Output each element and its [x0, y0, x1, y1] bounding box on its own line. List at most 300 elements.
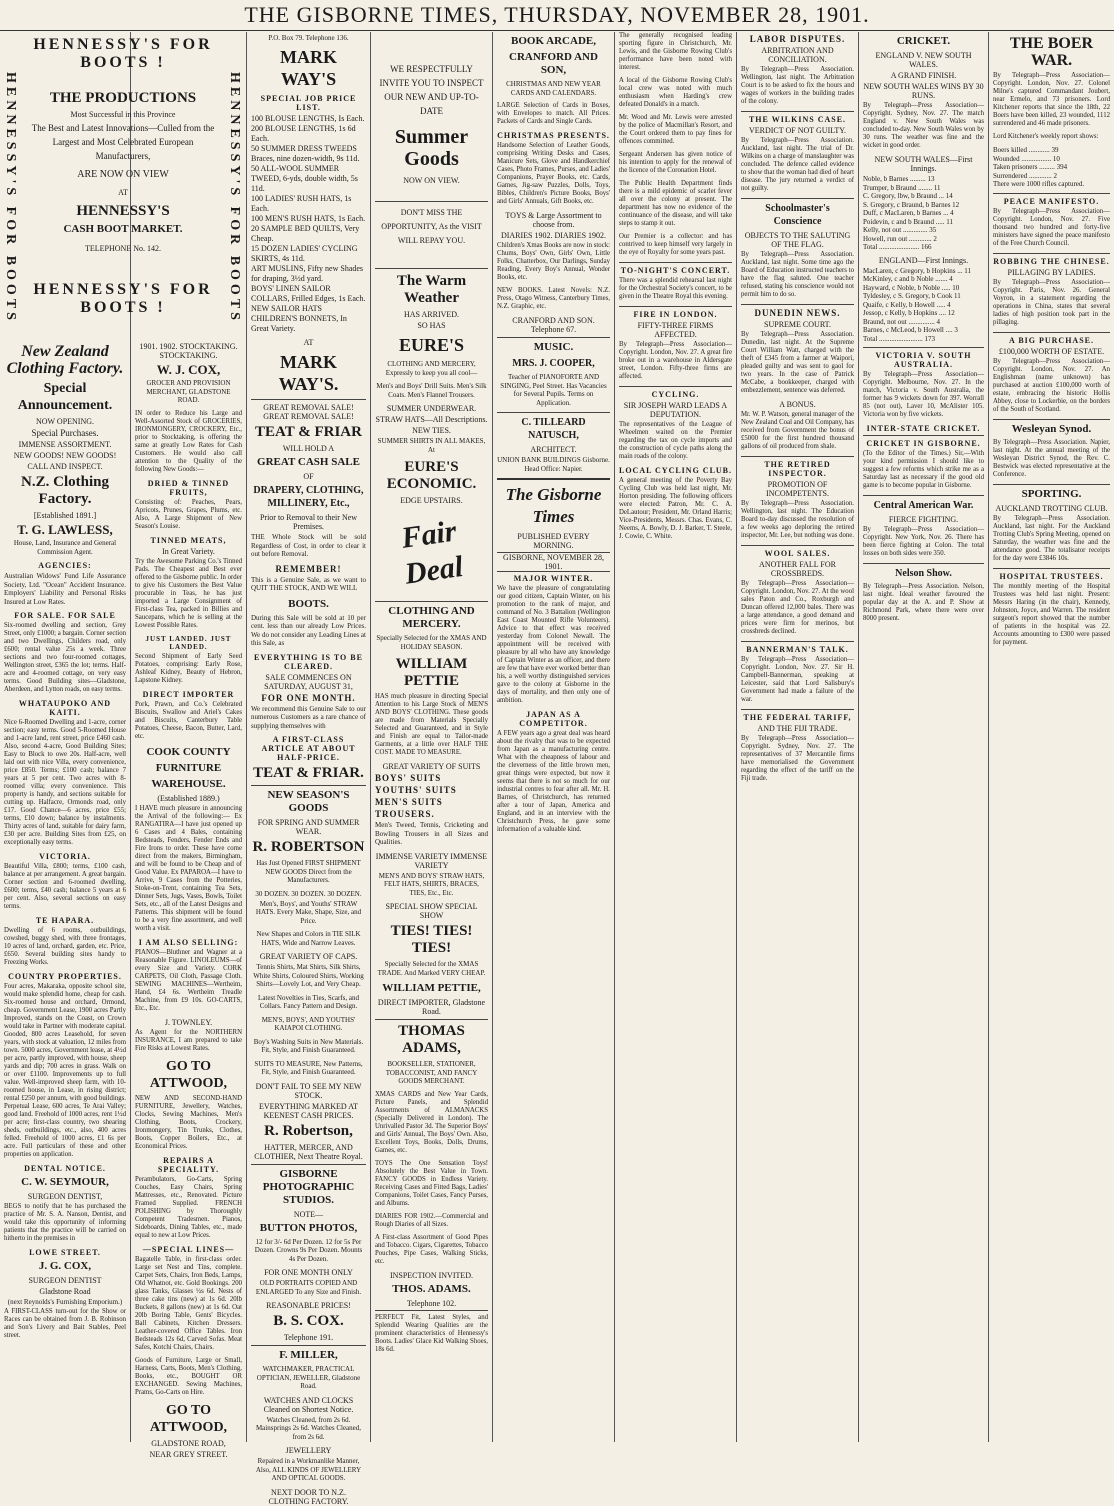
- kitchener-report: Lord Kitchener's weekly report shows:: [993, 133, 1099, 140]
- markway-list-item: NEW SAILOR HATS: [251, 304, 322, 313]
- local-cycling: LOCAL CYCLING CLUB.: [619, 466, 733, 475]
- trousers-text: Men's Tweed, Tennis, Cricketing and Bowling Trousers in all Sizes and Qualities.: [375, 821, 488, 846]
- robertson-name: R. ROBERTSON: [252, 839, 365, 855]
- score-line: Tyldesley, c S. Gregory, b Cook 11: [863, 292, 961, 300]
- school-text: By Telegraph—Press Association. Auckland, last night. Some time ago the Board of Education instructed teachers to have the flag saluted. One teacher refused, stating his conscience would not permit him to do so.: [741, 251, 854, 298]
- old-portraits: OLD PORTRAITS COPIED AND ENLARGED To any Size and Finish.: [255, 1279, 362, 1296]
- special-lines: —SPECIAL LINES—: [142, 1244, 235, 1254]
- column-1: [0, 340, 130, 1440]
- local-item-5: The Public Health Department finds there is a mild epidemic of scarlet fever all over the colony at present. The department has now no evidence of the continuance of the disease, and will take steps to stamp it out.: [619, 180, 732, 227]
- purchase-text: By Telegraph—Press Association—Copyright. London, Nov. 27. An Englishman (name unknown) has purchased at auction £100,000 worth of estate, embracing the historic Hollis Abbey, close to Lockerbie, on the borders of the South of Scotland.: [993, 357, 1110, 413]
- central-american-war: Central American War.: [863, 495, 984, 512]
- score-line: Total ....................... 166: [863, 243, 932, 251]
- cranford-telephone: CRANFORD AND SON. Telephone 67.: [512, 316, 595, 334]
- hennessy-telephone: TELEPHONE No. 142.: [85, 244, 161, 253]
- one-month: FOR ONE MONTH.: [261, 692, 356, 703]
- kitchener-item: Taken prisoners ......... 394: [993, 163, 1068, 171]
- cash-sale: GREAT CASH SALE: [257, 456, 360, 468]
- established: [Established 1891.]: [33, 511, 97, 520]
- book-arcade: BOOK ARCADE,: [511, 35, 596, 47]
- dont-miss: DON'T MISS THE OPPORTUNITY, As the VISIT WILL REPAY YOU.: [375, 201, 488, 248]
- markway-list-item: 50 ALL-WOOL SUMMER TWEED, 6-yds, double width, 5s 11d.: [251, 164, 358, 193]
- nelson-show: Nelson Show.: [863, 563, 984, 580]
- column-9: [989, 32, 1114, 1442]
- direct-importer: DIRECT IMPORTER: [142, 689, 235, 699]
- xmas-cards: CHRISTMAS AND NEW YEAR CARDS AND CALENDARS.: [506, 80, 601, 97]
- kitchener-item: Wounded ................. 10: [993, 154, 1060, 163]
- wilkins-case: THE WILKINS CASE.: [741, 111, 854, 124]
- tonight-concert: TO-NIGHT'S CONCERT.: [619, 262, 732, 275]
- tie-hats: New Shapes and Colors in TIE SILK HATS, Wide and Narrow Leaves.: [256, 930, 361, 947]
- presents-text: Handsome Selection of Leather Goods, comprising Writing Desks and Cases, Manicure Sets, Glove and Handkerchief Cases, Photo Frames, Purses, and Ladies' Companions, Prayer Books, etc. Cards, Games, Jig-saw Puzzles, Dolls, Toys, Bibles, Children's Picture Books, Boys' and Girls' Annuals, Gift Books, etc.: [497, 142, 610, 205]
- stocktaking: 1901. 1902. STOCKTAKING. STOCKTAKING.: [139, 342, 238, 360]
- removal-sale: GREAT REMOVAL SALE! GREAT REMOVAL SALE!: [251, 399, 366, 421]
- nsw-wins: NEW SOUTH WALES WINS BY 30 RUNS.: [863, 82, 984, 100]
- nz-clothing-title: New Zealand Clothing Factory.: [6, 343, 124, 377]
- supreme-court: SUPREME COURT.: [764, 320, 831, 329]
- score-line: Kelly, not out .............. 35: [863, 226, 937, 234]
- flag-salute: OBJECTS TO THE SALUTING OF THE FLAG.: [744, 231, 851, 249]
- direct-text: Pork, Prawn, and Co.'s Celebrated Biscuits, Swallow and Ariel's Cakes and Biscuits, Canterbury Table Potatoes, Cheese, Bacon, Butter, Lard, etc.: [135, 700, 242, 740]
- kitchener-item: Surrendered ............. 2: [993, 171, 1057, 180]
- william-pettie: WILLIAM PETTIE: [395, 656, 468, 689]
- tennis-shirts: Tennis Shirts, Mat Shirts, Silk Shirts, White Shirts, Coloured Shirts, Working Shirts—Lovely Lot, and Very Cheap.: [253, 963, 364, 988]
- adams-diaries: DIARIES FOR 1902.—Commercial and Rough Diaries of all Sizes.: [375, 1212, 488, 1228]
- japan-text: A FEW years ago a great deal was heard about the rivalry that was to be expected from Japan as a manufacturing centre. What with the cheapness of labour and the cleverness of the little brown men, great things were expected, but now it seems that there is not so much for our industrial centres to fear after all. Mr. H. Barnes, of Christchurch, has returned after a tour of Japan, America and England, and in an interview with the Christchurch Press, he gave some information of a valuable kind.: [497, 730, 610, 833]
- peace-text: By Telegraph—Press Association—Copyright. London, Nov. 27. Five thousand two hundred and forty-five ministers have signed the peace manifesto of the Free Church Council.: [993, 207, 1110, 247]
- wjcox-grocer: GROCER AND PROVISION MERCHANT, GLADSTONE ROAD.: [146, 379, 231, 404]
- peace-manifesto: PEACE MANIFESTO.: [993, 193, 1110, 206]
- sporting: SPORTING.: [993, 484, 1110, 501]
- adams-pipes: A First-class Assortment of Good Pipes and Tobacco. Cigars, Cigarettes, Tobacco Pouches, Pipe Cases, Walking Sticks, etc.: [375, 1233, 488, 1265]
- crossbreds: ANOTHER FALL FOR CROSSBREDS.: [759, 560, 836, 578]
- goods-text: Goods of Furniture, Large or Small, Harness, Carts, Boots, Men's Clothing, Books, etc., BOUGHT OR EXCHANGED. Sewing Machines, Prams, Go-Carts on Hire.: [135, 1356, 242, 1396]
- hospital-text: The monthly meeting of the Hospital Trustees was held last night. Present: Messrs Haring (in the chair), Kennedy, Johnston, Joyce, and Warren. The resident surgeon's report showed that the number of patients in the hospital was 22. Accounts amounting to £300 were passed for payment.: [993, 582, 1110, 646]
- special-lines-text: Bagatelle Table, in first-class order. Large set Nest and Tins, complete. Carpet Sets, Chairs, Iron Beds, Lamps, Old Whatnot, etc. Gold Bookings. 200 glass Tanks, Glasses ½s 6d. Nests of three cake tins (new) at 1s 6d. 20lb Buckets, 8 gallons (new) at 1s 6d. Oat 20lb Boring Table, Gents' Bicycles. Ball Cabinets, Kitchen Dressers. Leather-covered Office Tables. Iron Bedsteads 12s 6d, Carved Sofas. Meat Safes, Kotchi Chairs, Chairs.: [135, 1255, 242, 1351]
- call-inspect: CALL AND INSPECT.: [27, 462, 103, 471]
- central-text: By Telegraph—Press Association—Copyright. New York, Nov. 26. There has been fierce fighting at Colon. The total losses on both sides were 350.: [863, 526, 984, 557]
- immense-variety: IMMENSE VARIETY IMMENSE VARIETY: [375, 851, 488, 870]
- wjcox-text-2: Try the Awesome Parking Co.'s Tinned Pads. The Cheapest and Best ever offered to the Gisborne public. In order to give his Customers the Best Value procurable in Teas, he has just imported a Large Consignment of First-class Tea, packed in Billies and Saucepans, which he is selling at the Lowest Possible Rates.: [135, 557, 242, 629]
- labor-text: By Telegraph—Press Association. Wellington, last night. The Arbitration Court is to be asked to fix the hours and wages of workers in the building trades of the colony.: [741, 66, 854, 105]
- childrens-books: Children's Xmas Books are now in stock: Chums, Boys' Own, Girls' Own, Little Folks, Chatterbox, Our Darlings, Sunday Reading, Every Boy's Annual, Wonder Books, etc.: [497, 242, 610, 281]
- markway-header: P.O. Box 79. Telephone 136.: [268, 34, 349, 42]
- victoria-heading: VICTORIA.: [39, 852, 91, 861]
- local-item-2: A local of the Gisborne Rowing Club's local crew was noted with much enthusiasm when Harding's crew defeated Donald's in a match.: [619, 77, 732, 108]
- nz-clothing-title-2: N.Z. Clothing Factory.: [21, 474, 109, 507]
- attwood-text: NEW AND SECOND-HAND FURNITURE, Jewellery, Watches, Clocks, Sewing Machines, Men's Clothing, Boots, Crockery, Ironmongery, Tin Trunks, Clothes, Boots, Copper Boilers, Etc., at Economical Prices.: [135, 1094, 242, 1150]
- bonus-text: Mr. W. P. Watson, general manager of the New Zealand Coal and Oil Company, has received from Government the bonus of £5000 for the first hundred thousand gallons of oil produced from shale.: [741, 411, 855, 450]
- thomas-adams: THOMAS ADAMS,: [375, 1019, 488, 1057]
- score-line: Duff, c MacLaren, b Barnes ... 4: [863, 209, 954, 217]
- interstate-cricket: INTER-STATE CRICKET.: [866, 424, 981, 433]
- new-goods: NEW GOODS! NEW GOODS!: [13, 451, 117, 460]
- column-3: [247, 32, 370, 1506]
- established-1889: (Established 1889.): [157, 793, 220, 803]
- dental-heading: DENTAL NOTICE.: [24, 1164, 106, 1173]
- insurance-agent: As Agent for the NORTHERN INSURANCE, I am prepared to take Fire Risks at Lowest Rates.: [135, 1028, 242, 1052]
- has-arrived: HAS ARRIVED.: [403, 310, 460, 319]
- markway-title: MARK WAY'S: [280, 47, 337, 89]
- photo-note: NOTE—: [293, 1209, 324, 1219]
- variety-suits: GREAT VARIETY OF SUITS: [382, 762, 481, 771]
- markway-list-item: BOYS' LINEN SAILOR COLLARS, Frilled Edges, 1s Each.: [251, 284, 366, 303]
- large-selection: LARGE Selection of Cards in Boxes, with Envelopes to match. All Prices. Packets of Cards and Single Cards.: [497, 102, 610, 125]
- england-first-innings: ENGLAND—First Innings.: [878, 255, 969, 265]
- kitchener-list: [993, 146, 1110, 189]
- trousers: TROUSERS.: [375, 809, 435, 819]
- dont-fail: DON'T FAIL TO SEE MY NEW STOCK.: [255, 1081, 362, 1100]
- local-item-1: The generally recognised leading sporting figure in Christchurch, Mr. Lewis, and the Gisborne Rowing Club's performance have been noted with interest.: [619, 32, 732, 71]
- whataupoko-text: Nice 6-Roomed Dwelling and 1-acre, corner section; easy terms. Good 5-Roomed House and 1-acre land, rent street, price £460 cash. Also, second 4-acre, Good Building Sites; Easy to Block to owe 20s. Half-acre, well laid out with nice Villa, every convenience, price £850. Terms; £100 cash; balance 7 years at 5 per cent. Two acres with 8-roomed villa; every convenience. This property is handy, and sections suitable for cutting up. Halfacre, Ormonds road, only £17. Good Chance—6 acres, price £55; terms, £10 down; balance by instalments. Thirty acres of land, suitable for dairy farm, £30 per acre. Building Sites from £25, on exceptionally easy terms.: [4, 719, 126, 846]
- architect: ARCHITECT.: [530, 445, 577, 454]
- dried-fruits: DRIED & TINNED FRUITS,: [147, 478, 230, 497]
- will-hold: WILL HOLD A: [282, 444, 335, 453]
- wool-sales: WOOL SALES.: [741, 545, 854, 558]
- wool-text: By Telegraph—Press Association—Copyright. London, Nov. 27. At the wool sales Paton and Co., Roxburgh and Duncan offered 12,000 bales. There was a large attendance, a good demand and prices were firm for merinos, but crossbreds declined.: [741, 580, 854, 635]
- drapery: DRAPERY, CLOTHING, MILLINERY, Etc.,: [253, 485, 364, 509]
- hospital-trustees: HOSPITAL TRUSTEES.: [993, 568, 1110, 581]
- summer-underwear: SUMMER UNDERWEAR.: [386, 404, 477, 413]
- vsa-text: By Telegraph—Press Association—Copyright. Melbourne, Nov. 27. In the match, Victoria v. South Australia, the former has 9 wickets down for 397. Worrall 85 (not out), Laver 10, McAlister 105. Victoria won by five wickets.: [863, 371, 984, 418]
- te-hapara-text: Dwelling of 6 rooms, outbuildings, cowshed, buggy shed, with three frontages, 10 acres of land, orchard, garden, etc. Price, £650. Several building sites handy to Freezing Works.: [4, 927, 126, 966]
- te-hapara-heading: TE HAPARA.: [35, 916, 95, 925]
- robertson-text: Has Just Opened FIRST SHIPMENT NEW GOODS Direct from the Manufacturers.: [256, 859, 361, 884]
- wilkins-text: By Telegraph—Press Association. Auckland, last night. The trial of Dr. Wilkins on a charge of manslaughter was concluded. The defence called evidence to show that the woman had died of heart disease. The jury returned a verdict of not guilty.: [741, 137, 854, 192]
- for-sale-text: Six-roomed dwelling and section, Grey Street, only £1000; a bargain. Corner section and two Dwellings, Childers road, only £600; rental value 25s a week. Three sections and two four-roomed cottages, Wellington street, £365 the lot; terms. Half-acre and 4-roomed cottage, on very easy terms. Good Building sites—Gladstone, Aberdeen, and Lytton roads, on easy terms.: [4, 622, 126, 693]
- robertson-subtitle: HATTER, MERCER, AND CLOTHIER, Next Theatre Royal.: [254, 1142, 363, 1161]
- masthead: THE GISBORNE TIMES, THURSDAY, NOVEMBER 28, 1901.: [0, 0, 1114, 31]
- watches-prices: Watches Cleaned, from 2s 6d. Mainsprings 2s 6d. Watches Cleaned, from 2s 6d.: [255, 1415, 362, 1441]
- markway-list-item: 20 SAMPLE BED QUILTS, Very Cheap.: [251, 224, 360, 243]
- bannerman-text: By Telegraph—Press Association—Copyright. London, Nov. 27. Sir H. Campbell-Bannerman, speaking at Leicester, said that Lord Salisbury's Government had made a failure of the war.: [741, 656, 854, 703]
- union-bank: UNION BANK BUILDINGS Gisborne. Head Office: Napier.: [497, 456, 610, 473]
- cox-title: SURGEON DENTIST: [28, 1276, 102, 1285]
- wjcox-name: W. J. COX,: [156, 362, 221, 377]
- column-8: [859, 32, 988, 1442]
- kitchener-item: Boers killed ............ 39: [993, 146, 1059, 154]
- adams-sub: BOOKSELLER, STATIONER, TOBACCONIST, AND FANCY GOODS MERCHANT.: [385, 1060, 478, 1085]
- everything-marked: EVERYTHING MARKED AT KEENEST CASH PRICES.: [258, 1101, 359, 1120]
- straw-hats: Men's, Boys', and Youths' STRAW HATS. Every Make, Shape, Size, and Price.: [255, 899, 362, 925]
- mens-boys-suits: Men's and Boys' Drill Suits. Men's Silk Coats. Men's Flannel Trousers.: [376, 382, 487, 399]
- score-line: Hayward, c Noble, b Noble ..... 10: [863, 283, 960, 292]
- boots-text: During this Sale will be sold at 10 per cent. less than our already Low Prices. We do not consider any Leading Lines at this Sale, as: [251, 613, 366, 647]
- attwood-address: GLADSTONE ROAD,: [151, 1438, 226, 1448]
- special-job: SPECIAL JOB PRICE LIST.: [260, 94, 357, 112]
- jewellery: JEWELLERY: [285, 1446, 332, 1455]
- toys-assortment: TOYS & Large Assortment to choose from.: [505, 211, 602, 229]
- federal-tariff: THE FEDERAL TARIFF,: [741, 709, 854, 722]
- gisborne-cricket-text: (To the Editor of the Times.) Sir,—With your kind permission I should like to suggest a few reforms which strike me as a Saturday last as necessary if the good old game is to become popular in Gisborne.: [863, 450, 984, 489]
- lawless-subtitle: House, Land, Insurance and General Commission Agent.: [13, 539, 117, 556]
- score-line: S. Gregory, c Braund, b Barnes 12: [863, 200, 960, 209]
- country-heading: COUNTRY PROPERTIES.: [8, 972, 122, 981]
- kitchener-item: There were 1000 rifles captured.: [993, 180, 1085, 188]
- attwood-heading-2: GO TO ATTWOOD,: [149, 1402, 228, 1435]
- published: PUBLISHED EVERY MORNING.: [517, 532, 590, 550]
- cycling: CYCLING.: [619, 386, 732, 399]
- cycling-text: The representatives of the League of Wheelmen waited on the Premier regarding the tax on cycle imports and the construction of cycle paths along the main roads of the colony.: [619, 421, 732, 460]
- fifty-three-firms: FIFTY-THREE FIRMS AFFECTED.: [637, 321, 714, 339]
- score-line: McKinley, c and b Noble ....... 4: [863, 275, 953, 283]
- fierce-fighting: FIERCE FIGHTING.: [888, 515, 959, 524]
- special-purchases: Special Purchases.: [31, 428, 99, 438]
- attwood-heading: GO TO ATTWOOD,: [149, 1058, 228, 1091]
- eures-sub: CLOTHING AND MERCERY, Expressly to keep you all cool—: [385, 360, 478, 377]
- hennessy-name: HENNESSY'S: [76, 203, 170, 219]
- bonus-heading: A BONUS.: [779, 400, 816, 409]
- one-month-only: FOR ONE MONTH ONLY: [264, 1268, 353, 1277]
- england-scores: [863, 267, 984, 344]
- warm-weather: The Warm Weather: [375, 268, 488, 307]
- markway-list-item: 200 BLOUSE LENGTHS, 1s 6d Each.: [251, 124, 356, 143]
- markway-list-item: 15 DOZEN LADIES' CYCLING SKIRTS, 4s 11d.: [251, 244, 358, 263]
- of-text: OF: [303, 472, 314, 481]
- auckland-trotting: AUCKLAND TROTTING CLUB.: [995, 503, 1108, 513]
- nsw-first-innings: NEW SOUTH WALES—First Innings.: [874, 155, 973, 173]
- score-line: C. Gregory, lbw, b Braund ... 14: [863, 192, 953, 200]
- column-7: [737, 32, 858, 1442]
- not-guilty: VERDICT OF NOT GUILTY.: [748, 126, 847, 135]
- selling-text: PIANOS—Bluthner and Wagner at a Reasonable Figure. LINOLEUMS—of every Size and Variety. CORK CARPETS, Oil Cloth, Passage Cloth. SEWING MACHINES—Wertheim, Hand, £4 6s. Wertheim Treadle Machine, from £9 10s. GO-CARTS, Etc., Etc.: [135, 948, 242, 1012]
- eures-name: EURE'S: [398, 335, 465, 355]
- cranford-son: CRANFORD AND SON,: [509, 51, 598, 76]
- cricket-text: By Telegraph—Press Association—Copyright. Sydney, Nov. 27. The match England v. New South Wales was concluded to-day. New South Wales won by 30 runs. The weather was fine and the wicket in good order.: [863, 102, 984, 149]
- column-4: [371, 32, 492, 1442]
- column-5: [493, 32, 614, 1442]
- boots: BOOTS.: [288, 597, 329, 610]
- promotion: PROMOTION OF INCOMPETENTS.: [766, 480, 829, 498]
- hennessy-ad: [0, 32, 246, 337]
- kaiapoi-clothing: MEN'S, BOYS', AND YOUTHS' KAIAPOI CLOTHING.: [261, 1015, 356, 1032]
- everything-cleared: EVERYTHING IS TO BE CLEARED.: [254, 652, 363, 671]
- score-line: Trumper, b Braund ........ 11: [863, 183, 941, 192]
- now-on-view: ARE NOW ON VIEW: [77, 169, 169, 180]
- cricket-heading: CRICKET.: [896, 35, 951, 47]
- score-line: Quaife, c Kelly, b Howell ..... 4: [863, 300, 951, 309]
- ties-big: TIES! TIES! TIES!: [390, 923, 473, 956]
- pettie-name-2: WILLIAM PETTIE,: [382, 982, 481, 994]
- respectfully-invite: WE RESPECTFULLY INVITE YOU TO INSPECT OUR NEW AND UP-TO-DATE: [379, 64, 484, 116]
- attwood-near: NEAR GREY STREET.: [149, 1449, 228, 1459]
- townley: J. TOWNLEY.: [164, 1017, 213, 1027]
- markway-list-item: 50 SUMMER DRESS TWEEDS Braces, nine dozen-width, 9s 11d.: [251, 144, 360, 163]
- teat-friar: TEAT & FRIAR: [255, 424, 362, 440]
- summer-shirts: SUMMER SHIRTS IN ALL MAKES, At: [377, 437, 486, 454]
- big-purchase: A BIG PURCHASE.: [993, 332, 1110, 345]
- hennessy-vertical-left: HENNESSY'S FOR BOOTS: [3, 72, 18, 324]
- youths-suits: YOUTHS' SUITS: [375, 785, 457, 795]
- bannerman-talk: BANNERMAN'S TALK.: [741, 641, 854, 654]
- column-6: [615, 32, 736, 1442]
- fiji-trade: AND THE FIJI TRADE.: [757, 724, 838, 733]
- hennessy-vertical-right: HENNESSY'S FOR BOOTS: [227, 72, 242, 324]
- mens-suits: MEN'S SUITS: [375, 797, 443, 807]
- christmas-presents: CHRISTMAS PRESENTS.: [497, 131, 610, 140]
- markway-list-item: CHILDREN'S BONNETS, In Great Variety.: [251, 314, 347, 333]
- boer-war: THE BOER WAR.: [1009, 35, 1094, 69]
- next-door: NEXT DOOR TO N.Z. CLOTHING FACTORY.: [268, 1487, 349, 1506]
- special-announcement: Special Announcement.: [17, 381, 113, 413]
- markway-list-item: 100 BLOUSE LENGTHS, Is Each.: [251, 114, 365, 123]
- local-item-4: Sergeant Andersen has given notice of his intention to apply for the renewal of the licence of the Coronation Hotel.: [619, 151, 732, 174]
- robbing-text: By Telegraph—Press Association—Copyright. Paris, Nov. 26. General Voyron, in a statement regarding the operations in China, states that several ladies of high position took part in the pillaging.: [993, 278, 1110, 326]
- photo-studios: GISBORNE PHOTOGRAPHIC STUDIOS.: [251, 1164, 366, 1207]
- purchase-sub: £100,000 WORTH OF ESTATE.: [998, 346, 1105, 356]
- auckland-text: By Telegraph—Press Association. Auckland, last night. For the Auckland Trotting Club's Spring Meeting, opened on Saturday, the weather was fine and the attendance good. The totalisator receipts for the day were £3846 10s.: [993, 514, 1110, 562]
- england-nsw: ENGLAND V. NEW SOUTH WALES.: [875, 51, 972, 69]
- victoria-sa: VICTORIA V. SOUTH AUSTRALIA.: [863, 347, 984, 369]
- markway-title-2: MARK WAY'S.: [278, 352, 339, 394]
- productions-line2: The Best and Latest Innovations—Culled from the Largest and Most Celebrated European Manufacturers,: [31, 123, 215, 161]
- ties-text: Specially Selected for the XMAS TRADE. And Marked VERY CHEAP.: [377, 960, 486, 977]
- inspection-invited: INSPECTION INVITED.: [389, 1270, 474, 1280]
- local-item-6: Our Premier is a collector: and has contrived to keep himself very largely in the eye of Royalty for some years past.: [619, 233, 732, 256]
- cricket-gisborne: CRICKET IN GISBORNE.: [863, 435, 984, 448]
- half-price: A FIRST-CLASS ARTICLE AT ABOUT HALF-PRICE.: [261, 735, 356, 762]
- nsw-scores: [863, 175, 984, 252]
- immense-assortment: IMMENSE ASSORTMENT.: [18, 440, 112, 449]
- hennessy-top-banner: HENNESSY'S FOR BOOTS !: [33, 36, 213, 71]
- furniture-text: I HAVE much pleasure in announcing the Arrival of the following:— Ex RANGATIRA—I have just opened up 6 Cases and 4 Bales, containing Bedsteads, Fenders, Fender Ends and Fire Irons to order. These have come direct from the makers, Birmingham, and will be found to be Cheap and of Good Value. Ex PAPAROA—I have to Arrive, 9 Cases from the Potteries, Stoke-on-Trent, containing Tea Sets, Dinner Sets, Jugs, Vases, Bowls, Toilet Sets, etc., all of the Latest Designs and Patterns. This shipment will be found to be a very fine assortment, and well worth a visit.: [135, 804, 242, 932]
- new-books: NEW BOOKS. Latest Novels: N.Z. Press, Otago Witness, Canterbury Times, N.Z. Graphic, etc.: [497, 287, 610, 310]
- repairs-text: Perambulators, Go-Carts, Spring Couches, Easy Chairs, Spring Mattresses, etc., Renovated. Picture Framed Supplied. FRENCH POLISHING by Thoroughly Competent Tradesmen. Pianos, Sideboards, Dining Tables, etc., made equal to new at Low Prices.: [135, 1175, 242, 1239]
- fire-london: FIRE IN LONDON.: [619, 306, 732, 319]
- button-photos: BUTTON PHOTOS,: [259, 1221, 358, 1234]
- score-line: Barnes, c McLeod, b Howell .... 3: [863, 326, 958, 334]
- robertson-name-2: R. Robertson,: [264, 1122, 353, 1139]
- new-ties: NEW TIES.: [412, 426, 451, 435]
- agencies-text: Australian Widows' Fund Life Assurance Society, Ltd. "Ocean" Accident Insurance. Employers' Liability and Personal Risks Insured at Low Rates.: [4, 572, 126, 606]
- lawless-name: T. G. LAWLESS,: [17, 522, 113, 537]
- prior-removal: Prior to Removal to their New Premises.: [259, 513, 358, 531]
- fire-text: By Telegraph—Press Association—Copyright. London, Nov. 27. A great fire broke out in a warehouse in Aldersgate street, London. Fifty-three firms are affected.: [619, 341, 732, 380]
- agencies-heading: AGENCIES:: [38, 561, 92, 570]
- seymour-title: SURGEON DENTIST,: [27, 1192, 103, 1201]
- repairs-heading: REPAIRS A SPECIALITY.: [157, 1155, 220, 1174]
- wesleyan-synod: Wesleyan Synod.: [993, 419, 1110, 436]
- so-has: SO HAS: [417, 321, 446, 330]
- wesleyan-text: By Telegraph—Press Association. Napier, last night. At the annual meeting of the Wesleyan District Synod, the Rev. C. Bestwick was elected representative at the Conference.: [993, 438, 1110, 478]
- mrs-cooper-sub: Teacher of PIANOFORTE AND SINGING, Peel Street. Has Vacancies for Several Pupils. Terms on Application.: [500, 373, 607, 407]
- markway-list-item: 100 LADIES' RUSH HATS, 1s Each.: [251, 194, 352, 213]
- reasonable-prices: REASONABLE PRICES!: [266, 1301, 351, 1310]
- productions-line1: Most Successful in this Province: [70, 110, 176, 119]
- now-on-view-4: NOW ON VIEW.: [403, 176, 460, 185]
- gisborne-times-title: The Gisborne Times: [497, 478, 610, 528]
- dried-text: Consisting of: Peaches, Pears, Apricots, Prunes, Grapes, Plums, etc. Also, A Large Shipment of New Season's Louise.: [135, 498, 242, 530]
- music-heading: MUSIC.: [497, 337, 610, 354]
- score-line: MacLaren, c Gregory, b Hopkins ... 11: [863, 266, 971, 275]
- tilleard-natusch: C. TILLEARD NATUSCH,: [497, 412, 610, 442]
- boys-suits: BOYS' SUITS: [375, 773, 442, 783]
- just-landed: JUST LANDED. JUST LANDED.: [145, 634, 232, 651]
- score-line: Jessop, c Kelly, b Hopkins .... 12: [863, 309, 955, 317]
- lowe-street: LOWE STREET.: [29, 1248, 101, 1257]
- robbing-chinese: ROBBING THE CHINESE.: [993, 253, 1110, 266]
- fair-deal-logo: Fair Deal: [399, 514, 466, 591]
- cycling-sub: SIR JOSEPH WARD LEADS A DEPUTATION.: [623, 401, 728, 419]
- jewellery-text: Repaired in a Workmanlike Manner, Also, ALL KINDS OF JEWELLERY AND OPTICAL GOODS.: [255, 1457, 362, 1482]
- tonight-text: There was a splendid rehearsal last night for the Orchestral Society's concert, to be given in the Theatre Royal this evening.: [619, 277, 732, 300]
- grand-finish: A GRAND FINISH.: [890, 71, 957, 80]
- mrs-cooper: MRS. J. COOPER,: [512, 358, 595, 369]
- tinned-meats: TINNED MEATS,: [150, 535, 227, 545]
- remember: REMEMBER!: [275, 563, 342, 574]
- boer-text: By Telegraph—Press Association—Copyright. London, Nov. 27. Colonel Milne's captured Commandant Joubert, near Ermelo, and 73 prisoners. Lord Kitchener reports that since the 18th, 22 Boers have been killed, 23 wounded, 1112 surrendered and 46 made prisoners.: [993, 72, 1110, 127]
- furniture: FURNITURE: [155, 761, 222, 774]
- column-2: [131, 340, 246, 1459]
- productions-heading: THE PRODUCTIONS: [49, 90, 197, 106]
- bscox-name: B. S. COX.: [273, 1313, 344, 1329]
- summer-goods: Summer Goods: [394, 126, 469, 170]
- whataupoko-heading: WHATAUPOKO AND KAITI.: [18, 699, 112, 717]
- labor-disputes: LABOR DISPUTES.: [749, 34, 846, 44]
- adams-text: XMAS CARDS and New Year Cards, Picture Panels, and Splendid Assortments of ALMANACKS (Specially Delivered in London). The Unrivalled Pastor 3d. The Superior Boys' and Girls' Annual, The Boys' Own. Also, Excellent Toys, Books, Dolls, Drums, Games, etc.: [375, 1090, 488, 1154]
- special-show: SPECIAL SHOW SPECIAL SHOW: [385, 902, 478, 920]
- adams-telephone: Telephone 102.: [406, 1298, 457, 1308]
- retired-text: By Telegraph—Press Association. Wellington, last night. The Education Board to-day discussed the resolution of a few weeks ago deploring the retired inspector, Mr. Lee, but nothing was done.: [741, 500, 854, 539]
- recommend-text: We recommend this Genuine Sale to our numerous Customers as a rare chance of supplying themselves with: [251, 704, 366, 730]
- thos-adams: THOS. ADAMS.: [392, 1282, 471, 1295]
- straw-felt-hats: MEN'S AND BOYS' STRAW HATS, FELT HATS, SHIRTS, BRACES, TIES, Etc., Etc.: [378, 871, 485, 897]
- diaries-1902: DIARIES 1902. DIARIES 1902.: [500, 231, 607, 240]
- editorial-date: GISBORNE, NOVEMBER 28, 1901.: [497, 552, 610, 572]
- tinned-sub: In Great Variety.: [162, 546, 215, 556]
- cox-address: Gladstone Road: [39, 1287, 91, 1296]
- watches-clocks: WATCHES AND CLOCKS Cleaned on Shortest Notice.: [263, 1395, 354, 1414]
- also-selling: I AM ALSO SELLING:: [138, 937, 239, 947]
- markway-at: AT: [303, 338, 314, 347]
- dunedin-text: By Telegraph—Press Association. Dunedin, last night. At the Supreme Court William Watt, charged with the theft of £345 from a farmer at Waipori, pleaded guilty and was sent to gaol for two years. In the case of Patrick McCabe, a bookkeeper, charged with embezzlement, sentence was deferred.: [741, 331, 854, 394]
- sale-commences: SALE COMMENCES ON SATURDAY, AUGUST 31,: [264, 672, 353, 691]
- hennessy-bottom-banner: HENNESSY'S FOR BOOTS !: [33, 281, 213, 316]
- livery-text: A FIRST-CLASS turn-out for the Show or Races can be obtained from J. B. Robinson and Son's Livery and Bait Stables, Peel street.: [4, 1308, 126, 1339]
- schoolmaster: Schoolmaster's Conscience: [741, 198, 854, 228]
- wjcox-text: IN order to Reduce his Large and Well-Assorted Stock of GROCERIES, IRONMONGERY, CROCKERY, Etc., prior to Stocktaking, is offering the same at greatly Low Rates for Cash Customers. He would also call attention to the Quality of the following New Goods:—: [135, 409, 242, 473]
- markway-list: [251, 114, 366, 334]
- remember-text: This is a Genuine Sale, as we want to QUIT THE STOCK, AND WE WILL: [251, 575, 366, 592]
- score-line: Howell, run out ............. 2: [863, 234, 937, 243]
- pillaging: PILLAGING BY LADIES.: [1007, 267, 1096, 277]
- warehouse: WAREHOUSE.: [151, 777, 226, 790]
- cook-county: COOK COUNTY: [146, 745, 231, 758]
- local-cycling-text: A general meeting of the Poverty Bay Cycling Club was held last night, Mr. Horton presiding. The following officers were elected: Patron, Mr. C. A. DeLautour; President, Mr. Orland Harris; Vice-Presidents, Messrs. Chas. Evans, C. Neems, A. Bowly, D. J. Barker, T. Steele, J. Cowie, C. White.: [619, 477, 732, 540]
- watchmaker: WATCHMAKER, PRACTICAL OPTICIAN, JEWELLER, Gladstone Road.: [256, 1365, 361, 1390]
- pettie-text: HAS much pleasure in directing Special Attention to his Large Stock of MEN'S AND BOYS' CLOTHING. These goods are made from Materials Specially Selected and Guaranteed, and in Style and Finish are equal to Tailor-made Garments, at a little over HALF THE COST. MADE TO MEASURE.: [375, 693, 488, 756]
- nelson-text: By Telegraph—Press Association. Nelson, last night. Ideal weather favoured the popular day at the A. and P. Show at Richmond Park, where there were over 8000 present.: [863, 583, 984, 622]
- spring-summer: FOR SPRING AND SUMMER WEAR.: [257, 818, 360, 836]
- pettie-sub: DIRECT IMPORTER, Gladstone Road.: [377, 998, 486, 1016]
- suits-measure: SUITS TO MEASURE, New Patterns, Fit, Style, and Finish Guaranteed.: [254, 1059, 363, 1076]
- for-sale-heading: FOR SALE. FOR SALE: [14, 611, 116, 620]
- bscox-telephone: Telephone 191.: [283, 1333, 334, 1342]
- specially-selected: Specially Selected for the XMAS AND HOLIDAY SEASON.: [376, 634, 487, 651]
- miller-name: F. MILLER,: [251, 1345, 366, 1362]
- victoria-text: Beautiful Villa, £800; terms, £100 cash, balance at per arrangement. A great bargain. Corner section and 6-roomed dwelling, £600; terms, £40 cash; balance 5 years at 6 per cent. Also, several sections on easy terms.: [4, 863, 126, 910]
- now-opening: NOW OPENING.: [35, 417, 95, 426]
- perfect-fit: PERFECT Fit, Latest Styles, and Splendid Wearing Qualities are the prominent characteristics of Hennessy's Boots. Ladies' Glace Kid Walking Shoes, 18s 6d.: [375, 1310, 488, 1354]
- tariff-text: By Telegraph—Press Association—Copyright. Sydney, Nov. 27. The representatives of 37 Mercantile firms have memorialised the Government regarding the effect of the tariff on the Fiji trade.: [741, 735, 854, 782]
- straw-hats-4: STRAW HATS—All Descriptions.: [375, 415, 488, 424]
- arbitration: ARBITRATION AND CONCILIATION.: [761, 46, 834, 64]
- cox-name: J. G. COX,: [38, 1260, 92, 1272]
- markway-list-item: ART MUSLINS, Fifty new Shades for draping, 3½d yard.: [251, 264, 364, 283]
- score-line: Total ......................... 173: [863, 334, 936, 343]
- adams-toys: TOYS The One Sensation Toys! Absolutely the Best Value in Town. FANCY GOODS in Endless Variety. Receiving Cases and Fitted Bags, Ladies' Companions, Toilet Cases, Fancy Purses, and Albums.: [375, 1159, 488, 1207]
- cash-boot-market: CASH BOOT MARKET.: [63, 223, 183, 235]
